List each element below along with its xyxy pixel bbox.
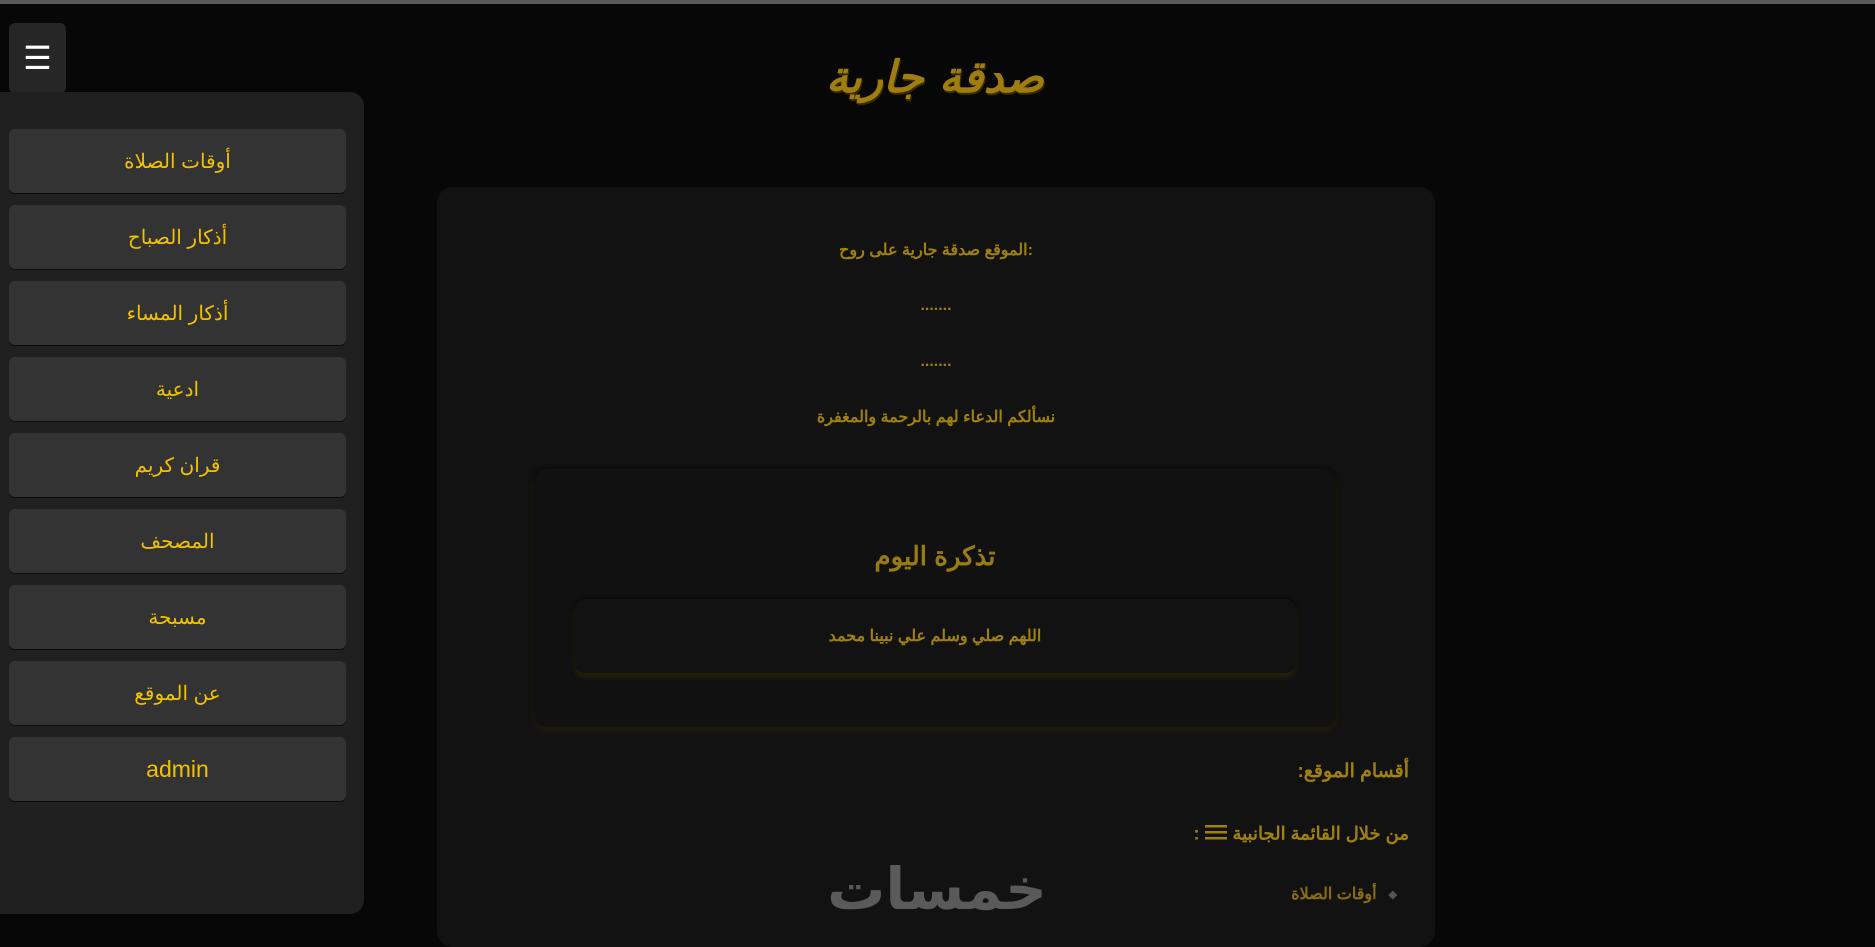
dedication-heading: الموقع صدقة جارية على روح: xyxy=(839,242,1033,259)
watermark-logo: خمسات xyxy=(827,855,1047,923)
diamond-bullet-icon: ◆ xyxy=(1388,888,1397,901)
prayer-request: نسألكم الدعاء لهم بالرحمة والمغفرة xyxy=(816,409,1056,426)
main-card xyxy=(437,187,1435,947)
list-item[interactable] xyxy=(1291,884,1397,904)
sidebar-item-evening-azkar[interactable]: أذكار المساء xyxy=(9,281,346,345)
sidebar-item-mushaf[interactable]: المصحف xyxy=(9,509,346,573)
sidebar-hint xyxy=(1193,823,1409,846)
sidebar-hint-text: من خلال القائمة الجانبية xyxy=(1232,823,1409,844)
hamburger-icon: ☰ xyxy=(23,39,52,77)
list-item-label: أوقات الصلاة xyxy=(1291,886,1377,903)
deceased-name-1: ....... xyxy=(920,297,952,314)
deceased-name-2: ....... xyxy=(920,353,952,370)
sidebar-item-about[interactable]: عن الموقع xyxy=(9,661,346,725)
sidebar-item-duas[interactable]: ادعية xyxy=(9,357,346,421)
sidebar-item-tasbih[interactable]: مسبحة xyxy=(9,585,346,649)
daily-reminder-text: اللهم صلي وسلم علي نبينا محمد xyxy=(575,599,1295,673)
sidebar-item-morning-azkar[interactable]: أذكار الصباح xyxy=(9,205,346,269)
list-icon xyxy=(1205,823,1227,846)
top-border xyxy=(0,0,1875,4)
sidebar xyxy=(0,92,364,914)
sidebar-item-admin[interactable]: admin xyxy=(9,737,346,801)
sidebar-item-prayer-times[interactable]: أوقات الصلاة xyxy=(9,129,346,193)
menu-toggle-button[interactable] xyxy=(9,23,66,93)
daily-reminder-title: تذكرة اليوم xyxy=(874,541,996,571)
daily-reminder-card xyxy=(535,469,1335,727)
sections-heading: أقسام الموقع: xyxy=(1297,761,1409,782)
site-logo: صدقة جارية xyxy=(825,51,1045,103)
sidebar-item-quran[interactable]: قران كريم xyxy=(9,433,346,497)
sidebar-hint-suffix: : xyxy=(1193,823,1200,844)
